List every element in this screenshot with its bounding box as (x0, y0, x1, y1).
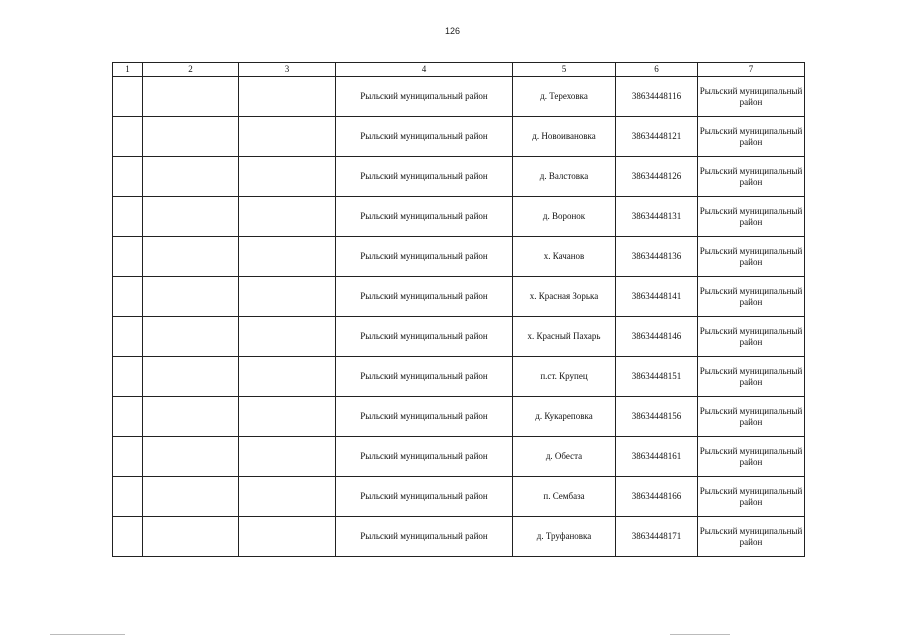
cell-col-1 (113, 357, 143, 397)
table-row (113, 157, 805, 197)
district-cell: Рыльский муниципальный район (336, 117, 513, 157)
cell-col-3 (239, 517, 336, 557)
cell-col-3 (239, 77, 336, 117)
admin-district-cell: Рыльский муниципальный район (698, 157, 805, 197)
cell-col-1 (113, 517, 143, 557)
cell-col-1 (113, 477, 143, 517)
cell-col-2 (143, 477, 239, 517)
code-cell: 38634448156 (616, 397, 698, 437)
table-row (113, 357, 805, 397)
settlement-cell: д. Кукареповка (513, 397, 616, 437)
column-number-1: 1 (113, 63, 143, 77)
table-row (113, 477, 805, 517)
admin-district-cell: Рыльский муниципальный район (698, 117, 805, 157)
code-cell: 38634448141 (616, 277, 698, 317)
code-cell: 38634448146 (616, 317, 698, 357)
settlement-cell: п. Сембаза (513, 477, 616, 517)
district-cell: Рыльский муниципальный район (336, 277, 513, 317)
admin-district-cell: Рыльский муниципальный район (698, 397, 805, 437)
table-row (113, 117, 805, 157)
cell-col-2 (143, 237, 239, 277)
column-number-7: 7 (698, 63, 805, 77)
district-cell: Рыльский муниципальный район (336, 477, 513, 517)
settlement-cell: д. Тереховка (513, 77, 616, 117)
district-cell: Рыльский муниципальный район (336, 197, 513, 237)
table-body (113, 77, 805, 557)
admin-district-cell: Рыльский муниципальный район (698, 517, 805, 557)
admin-district-cell: Рыльский муниципальный район (698, 277, 805, 317)
admin-district-cell: Рыльский муниципальный район (698, 357, 805, 397)
settlement-cell: х. Качанов (513, 237, 616, 277)
register-table (112, 62, 805, 557)
settlement-cell: д. Труфановка (513, 517, 616, 557)
cell-col-3 (239, 477, 336, 517)
column-number-6: 6 (616, 63, 698, 77)
column-number-5: 5 (513, 63, 616, 77)
table-row (113, 437, 805, 477)
cell-col-2 (143, 437, 239, 477)
cell-col-3 (239, 197, 336, 237)
cell-col-2 (143, 77, 239, 117)
table-row (113, 517, 805, 557)
table-row (113, 397, 805, 437)
settlement-cell: д. Валстовка (513, 157, 616, 197)
cell-col-3 (239, 397, 336, 437)
district-cell: Рыльский муниципальный район (336, 317, 513, 357)
cell-col-1 (113, 277, 143, 317)
table-row (113, 77, 805, 117)
cell-col-1 (113, 237, 143, 277)
cell-col-1 (113, 317, 143, 357)
table-row (113, 197, 805, 237)
cell-col-3 (239, 277, 336, 317)
cell-col-3 (239, 437, 336, 477)
settlement-cell: д. Воронок (513, 197, 616, 237)
column-number-row (113, 63, 805, 77)
admin-district-cell: Рыльский муниципальный район (698, 437, 805, 477)
cell-col-2 (143, 197, 239, 237)
code-cell: 38634448171 (616, 517, 698, 557)
table-row (113, 317, 805, 357)
column-number-3: 3 (239, 63, 336, 77)
cell-col-3 (239, 317, 336, 357)
cell-col-1 (113, 77, 143, 117)
settlement-cell: п.ст. Крупец (513, 357, 616, 397)
district-cell: Рыльский муниципальный район (336, 517, 513, 557)
cell-col-3 (239, 157, 336, 197)
cell-col-2 (143, 517, 239, 557)
table-row (113, 277, 805, 317)
cell-col-2 (143, 117, 239, 157)
code-cell: 38634448126 (616, 157, 698, 197)
district-cell: Рыльский муниципальный район (336, 437, 513, 477)
settlement-cell: д. Новоивановка (513, 117, 616, 157)
cell-col-1 (113, 397, 143, 437)
column-number-2: 2 (143, 63, 239, 77)
cell-col-3 (239, 117, 336, 157)
cell-col-1 (113, 197, 143, 237)
cell-col-2 (143, 277, 239, 317)
district-cell: Рыльский муниципальный район (336, 77, 513, 117)
district-cell: Рыльский муниципальный район (336, 357, 513, 397)
footer-rule (670, 634, 730, 635)
settlement-cell: д. Обеста (513, 437, 616, 477)
district-cell: Рыльский муниципальный район (336, 397, 513, 437)
cell-col-2 (143, 357, 239, 397)
admin-district-cell: Рыльский муниципальный район (698, 237, 805, 277)
column-number-4: 4 (336, 63, 513, 77)
cell-col-1 (113, 437, 143, 477)
cell-col-2 (143, 397, 239, 437)
code-cell: 38634448121 (616, 117, 698, 157)
cell-col-2 (143, 157, 239, 197)
code-cell: 38634448161 (616, 437, 698, 477)
code-cell: 38634448116 (616, 77, 698, 117)
cell-col-3 (239, 357, 336, 397)
settlement-cell: х. Красная Зорька (513, 277, 616, 317)
district-cell: Рыльский муниципальный район (336, 237, 513, 277)
code-cell: 38634448151 (616, 357, 698, 397)
settlement-cell: х. Красный Пахарь (513, 317, 616, 357)
footer-rule (50, 634, 125, 635)
cell-col-1 (113, 117, 143, 157)
page-number: 126 (444, 26, 461, 36)
district-cell: Рыльский муниципальный район (336, 157, 513, 197)
cell-col-3 (239, 237, 336, 277)
code-cell: 38634448166 (616, 477, 698, 517)
code-cell: 38634448131 (616, 197, 698, 237)
cell-col-2 (143, 317, 239, 357)
admin-district-cell: Рыльский муниципальный район (698, 477, 805, 517)
admin-district-cell: Рыльский муниципальный район (698, 317, 805, 357)
table-row (113, 237, 805, 277)
admin-district-cell: Рыльский муниципальный район (698, 77, 805, 117)
code-cell: 38634448136 (616, 237, 698, 277)
cell-col-1 (113, 157, 143, 197)
admin-district-cell: Рыльский муниципальный район (698, 197, 805, 237)
